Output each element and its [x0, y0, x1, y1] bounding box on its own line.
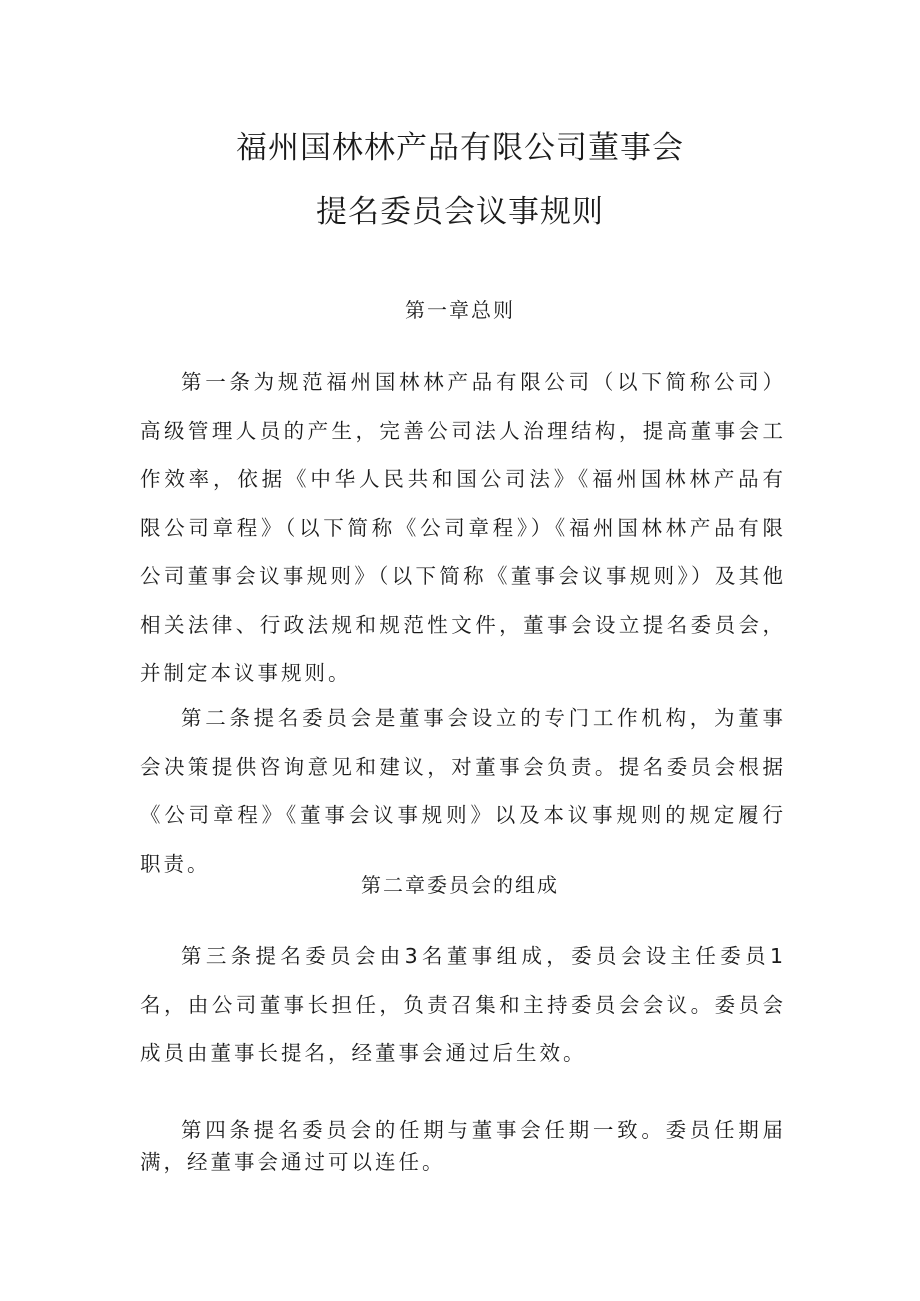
- document-title-line-2: 提名委员会议事规则: [316, 194, 604, 230]
- article-4-paragraph: 第四条提名委员会的任期与董事会任期一致。委员任期届满，经董事会通过可以连任。: [140, 1118, 786, 1174]
- chapter-heading-1: 第一章总则: [405, 298, 515, 322]
- article-2-paragraph: 第二条提名委员会是董事会设立的专门工作机构，为董事会决策提供咨询意见和建议，对董事会负责。提名委员会根据《公司章程》《董事会议事规则》以及本议事规则的规定履行职责。: [140, 706, 786, 876]
- chapter-heading-2: 第二章委员会的组成: [361, 873, 559, 897]
- article-3-paragraph: 第三条提名委员会由3名董事组成，委员会设主任委员1名，由公司董事长担任，负责召集和主持委员会会议。委员会成员由董事长提名，经董事会通过后生效。: [140, 944, 786, 1065]
- document-title-line-1: 福州国林林产品有限公司董事会: [236, 130, 684, 166]
- article-1-paragraph: 第一条为规范福州国林林产品有限公司（以下简称公司）高级管理人员的产生，完善公司法人治理结构，提高董事会工作效率，依据《中华人民共和国公司法》《福州国林林产品有限公司章程》（以下简称《公司章程》）《福州国林林产品有限公司董事会议事规则》（以下简称《董事会议事规则》）及其他相关法律、行政法规和规范性文件，董事会设立提名委员会，并制定本议事规则。: [140, 370, 786, 685]
